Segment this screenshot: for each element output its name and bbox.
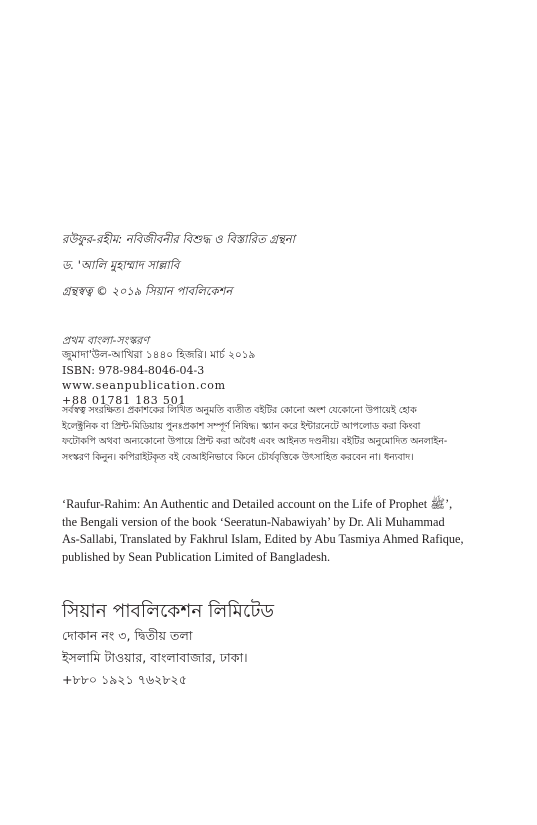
edition-date: জুমাদা'উল-আখিরা ১৪৪০ হিজরি। মার্চ ২০১৯ <box>62 349 256 361</box>
book-info <box>62 226 497 304</box>
isbn: ISBN: 978-984-8046-04-3 <box>62 364 205 377</box>
publisher-address-line: ইসলামি টাওয়ার, বাংলাবাজার, ঢাকা। <box>62 650 248 665</box>
publisher-info <box>62 599 497 691</box>
english-line: published by Sean Publication Limited of Bangladesh. <box>62 550 331 565</box>
english-line: the Bengali version of the book ‘Seeratun-Nabawiyah’ by Dr. Ali Muhammad <box>62 514 445 529</box>
notice-line: ফটোকপি অথবা অন্যকোনো উপায়ে প্রিন্ট করা অবৈধ এবং আইনত দণ্ডনীয়। বইটির অনুমোদিত অনলাইন- <box>62 436 448 448</box>
book-title-line: রউফুর-রহীম: নবিজীবনীর বিশুদ্ধ ও বিস্তারিত গ্রন্থনা <box>62 232 296 246</box>
edition-info <box>62 333 497 408</box>
copyright-notice <box>62 403 497 465</box>
english-line: As-Sallabi, Translated by Fakhrul Islam, Edited by Abu Tasmiya Ahmed Rafique, <box>62 532 464 547</box>
edition-label: প্রথম বাংলা-সংস্করণ <box>62 334 149 347</box>
english-line: ‘Raufur-Rahim: An Authentic and Detailed account on the Life of Prophet ﷺ’, <box>62 497 453 511</box>
english-description <box>62 496 497 567</box>
notice-line: ইলেক্ট্রনিক বা প্রিন্ট-মিডিয়ায় পুনঃপ্রকাশ সম্পূর্ণ নিষিদ্ধ। স্ক্যান করে ইন্টারনেটে আপলোড করা কিংবা <box>62 420 421 432</box>
publisher-address-line: দোকান নং ৩, দ্বিতীয় তলা <box>62 628 193 643</box>
notice-line: সর্বস্বত্ব সংরক্ষিত। প্রকাশকের লিখিত অনুমতি ব্যতীত বইটির কোনো অংশ যেকোনো উপায়েই হোক <box>62 405 417 416</box>
copyright-line: গ্রন্থস্বত্ব © ২০১৯ সিয়ান পাবলিকেশন <box>62 284 233 298</box>
website: www.seanpublication.com <box>62 379 226 392</box>
author-line: ড. 'আলি মুহাম্মাদ সাল্লাবি <box>62 258 180 272</box>
publisher-name: সিয়ান পাবলিকেশন লিমিটেড <box>62 601 275 622</box>
phone-number: +88 01781 183 501 <box>62 394 187 407</box>
publisher-phone: +৮৮০ ১৯২১ ৭৬২৮২৫ <box>62 672 187 687</box>
notice-line: সংস্করণ কিনুন। কপিরাইটকৃত বই বেআইনিভাবে কিনে চৌর্যবৃত্তিকে উৎসাহিত করবেন না। ধন্যবাদ। <box>62 451 414 463</box>
